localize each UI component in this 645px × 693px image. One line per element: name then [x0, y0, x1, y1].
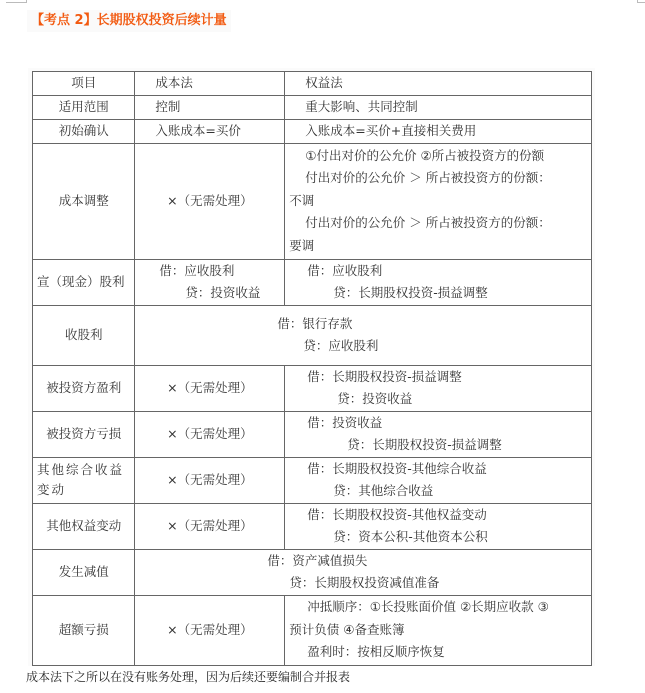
- header-item: 项目: [33, 72, 135, 96]
- row-cost: ×（无需处理）: [135, 411, 285, 457]
- row-cost: ×（无需处理）: [135, 143, 285, 259]
- row-equity: 重大影响、共同控制: [285, 96, 592, 120]
- row-equity: 借：应收股利 贷：长期股权投资-损益调整: [285, 259, 592, 305]
- table-row: [33, 503, 592, 549]
- row-item: 发生减值: [33, 549, 135, 595]
- table-row: [33, 457, 592, 503]
- row-cost: ×（无需处理）: [135, 457, 285, 503]
- row-cost: ×（无需处理）: [135, 595, 285, 665]
- row-cost: 借：应收股利 贷：投资收益: [135, 259, 285, 305]
- row-equity: 入账成本=买价+直接相关费用: [285, 119, 592, 143]
- row-merged: 借：资产减值损失 贷：长期股权投资减值准备: [135, 549, 592, 595]
- crop-mark-left: [6, 0, 27, 3]
- header-equity-method: 权益法: [285, 72, 592, 96]
- table-row: [33, 549, 592, 595]
- row-cost: 入账成本=买价: [135, 119, 285, 143]
- row-item: 其他综合收益变动: [33, 457, 135, 503]
- row-cost: ×（无需处理）: [135, 503, 285, 549]
- row-equity: 冲抵顺序：①长投账面价值 ②长期应收款 ③ 预计负债 ④备查账簿 盈利时：按相反顺序恢复: [285, 595, 592, 665]
- crop-mark-right: [637, 0, 645, 3]
- row-item: 被投资方亏损: [33, 411, 135, 457]
- row-equity: 借：长期股权投资-其他权益变动 贷：资本公积-其他资本公积: [285, 503, 592, 549]
- comparison-table: [32, 71, 592, 666]
- table-row: [33, 143, 592, 259]
- row-equity: 借：长期股权投资-其他综合收益 贷：其他综合收益: [285, 457, 592, 503]
- table-row: [33, 119, 592, 143]
- row-item: 宣（现金）股利: [33, 259, 135, 305]
- table-row: [33, 411, 592, 457]
- section-title: 【考点 2】长期股权投资后续计量: [27, 10, 231, 32]
- row-merged: 借：银行存款 贷：应收股利: [135, 305, 592, 365]
- row-cost: ×（无需处理）: [135, 365, 285, 411]
- table-row: [33, 305, 592, 365]
- row-equity: ①付出对价的公允价 ②所占被投资方的份额 付出对价的公允价 ＞ 所占被投资方的份额： 不调 付出对价的公允价 ＞ 所占被投资方的份额： 要调: [285, 143, 592, 259]
- row-equity: 借：长期股权投资-损益调整 贷：投资收益: [285, 365, 592, 411]
- table-row: [33, 96, 592, 120]
- row-item: 适用范围: [33, 96, 135, 120]
- row-item: 初始确认: [33, 119, 135, 143]
- row-cost: 控制: [135, 96, 285, 120]
- row-item: 被投资方盈利: [33, 365, 135, 411]
- footer-note: 成本法下之所以在没有账务处理，因为后续还要编制合并报表: [26, 670, 351, 684]
- table-row: [33, 595, 592, 665]
- row-item: 收股利: [33, 305, 135, 365]
- table-row: [33, 365, 592, 411]
- table-row: [33, 259, 592, 305]
- row-item: 其他权益变动: [33, 503, 135, 549]
- table-header-row: [33, 72, 592, 96]
- row-item: 超额亏损: [33, 595, 135, 665]
- row-item: 成本调整: [33, 143, 135, 259]
- header-cost-method: 成本法: [135, 72, 285, 96]
- row-equity: 借：投资收益 贷：长期股权投资-损益调整: [285, 411, 592, 457]
